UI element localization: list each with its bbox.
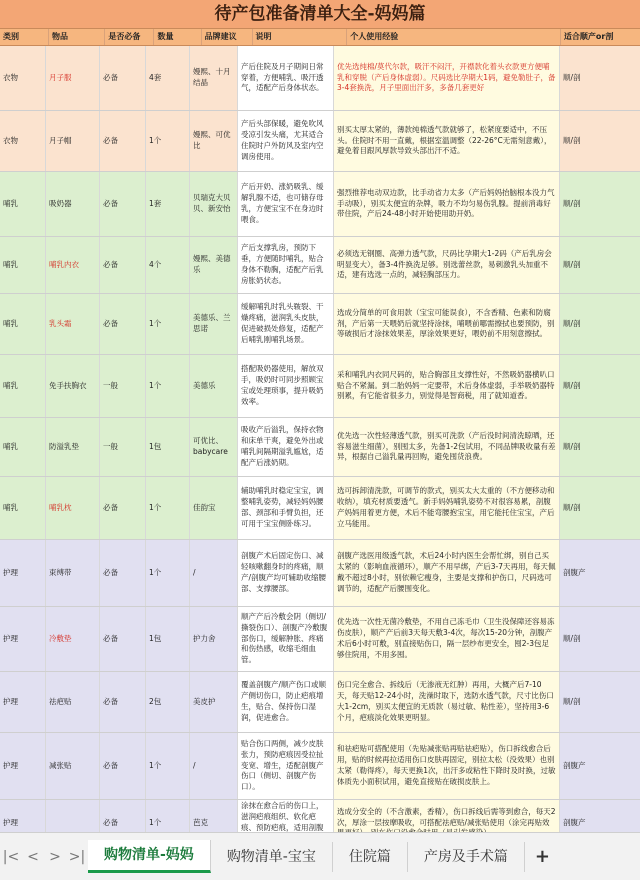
- cell-category[interactable]: [0, 607, 46, 671]
- cell-item-text: 防溢乳垫: [49, 441, 79, 451]
- cell-category[interactable]: [0, 540, 46, 606]
- table-row[interactable]: [0, 477, 640, 540]
- cell-fit-text: 剖腹产: [563, 567, 586, 577]
- next-sheet-button[interactable]: >: [49, 848, 61, 865]
- table-row[interactable]: [0, 237, 640, 294]
- cell-category[interactable]: [0, 46, 46, 110]
- cell-required-text: 必备: [103, 318, 118, 328]
- cell-category-text: 护理: [3, 817, 18, 827]
- cell-required-text: 必备: [103, 135, 118, 145]
- cell-brand[interactable]: [190, 46, 238, 110]
- cell-category[interactable]: [0, 172, 46, 236]
- cell-desc[interactable]: [238, 477, 334, 539]
- cell-desc-text: 搭配吸奶器使用，解放双手，吸奶时可同步照顾宝宝或处理琐事，提升吸奶效率。: [241, 364, 324, 406]
- cell-item[interactable]: [46, 540, 100, 606]
- col-header-qty[interactable]: 数量: [154, 29, 201, 45]
- cell-qty-text: 1套: [149, 198, 162, 208]
- cell-item[interactable]: [46, 172, 100, 236]
- cell-brand-text: 佳韵宝: [193, 502, 216, 512]
- cell-category-text: 衣物: [3, 72, 18, 82]
- table-row[interactable]: [0, 733, 640, 800]
- cell-desc[interactable]: [238, 237, 334, 293]
- cell-item[interactable]: [46, 111, 100, 171]
- cell-qty-text: 1个: [149, 318, 162, 328]
- add-sheet-button[interactable]: +: [534, 846, 550, 867]
- cell-fit[interactable]: [560, 418, 640, 476]
- cell-brand[interactable]: [190, 607, 238, 671]
- cell-required[interactable]: [100, 294, 146, 354]
- cell-experience-text: 和祛疤贴可搭配使用（先贴减张贴再贴祛疤贴），伤口拆线愈合后用，贴的时候再拉适用伤口皮肤再固定，别拉太松（没效果）也别太紧（勒得疼），每天更换1次，出汗多或粘性下降时及时换，过敏体质先小面积试用，避免直接贴在破损皮肤上。: [337, 744, 556, 786]
- cell-experience[interactable]: [334, 540, 560, 606]
- cell-experience[interactable]: [334, 111, 560, 171]
- cell-brand[interactable]: [190, 733, 238, 799]
- cell-qty[interactable]: [146, 672, 190, 732]
- cell-required[interactable]: [100, 237, 146, 293]
- cell-desc-text: 产后开奶、涨奶吸乳、缓解乳腺不适，也可储存母乳，方便宝宝不在身边时喂食。: [241, 182, 324, 224]
- cell-fit[interactable]: [560, 607, 640, 671]
- cell-required-text: 必备: [103, 198, 118, 208]
- cell-desc[interactable]: [238, 540, 334, 606]
- cell-desc[interactable]: [238, 294, 334, 354]
- cell-brand[interactable]: [190, 111, 238, 171]
- cell-qty[interactable]: [146, 46, 190, 110]
- cell-qty[interactable]: [146, 540, 190, 606]
- cell-required-text: 必备: [103, 696, 118, 706]
- cell-desc[interactable]: [238, 111, 334, 171]
- tab-shopping-baby[interactable]: 购物清单-宝宝: [211, 842, 333, 872]
- cell-brand-text: 美皮护: [193, 696, 216, 706]
- cell-required[interactable]: [100, 733, 146, 799]
- col-header-category[interactable]: 类别: [0, 29, 49, 45]
- cell-fit-text: 顺/剖: [563, 633, 581, 643]
- cell-desc-text: 顺产产后冷敷会阴（侧切/撕裂伤口）、剖腹产冷敷腹部伤口，缓解肿胀、疼痛和伤热感，收缩毛细血管。: [241, 611, 328, 665]
- cell-experience-text: 别买太厚太紧的，薄款纯棉透气款就够了，松紧度要适中，不压头。住院时不用一直戴，根据室温调整（22-26°C无需刻意戴），避免着目跟风厚款导致头部出汗不适。: [337, 124, 552, 156]
- cell-item[interactable]: [46, 477, 100, 539]
- cell-required[interactable]: [100, 418, 146, 476]
- cell-experience-text: 优先选一次性轻薄透气款，别买可洗款（产后没时间清洗晾晒，还容易滋生细菌），别囤太多，先备1-2包试用，不同品牌吸收量有差异，根据自己溢乳量再回购，避免囤货浪费。: [337, 430, 556, 462]
- cell-desc-text: 贴合伤口两侧，减少皮肤张力，预防疤痕因受拉扯变宽、增生，适配剖腹产伤口（侧切、剖腹产伤口）。: [241, 738, 324, 792]
- table-body: [0, 46, 640, 847]
- cell-required[interactable]: [100, 540, 146, 606]
- cell-category[interactable]: [0, 111, 46, 171]
- cell-required-text: 一般: [103, 441, 118, 451]
- cell-category-text: 哺乳: [3, 259, 18, 269]
- cell-brand-text: /: [193, 760, 196, 770]
- cell-fit[interactable]: [560, 672, 640, 732]
- last-sheet-button[interactable]: >|: [68, 848, 86, 865]
- cell-desc-text: 辅助哺乳时稳定宝宝，调整哺乳姿势，减轻妈妈腰部、颈部和手臂负担，还可用于宝宝侧卧练习。: [241, 486, 324, 528]
- cell-category-text: 哺乳: [3, 198, 18, 208]
- cell-qty[interactable]: [146, 355, 190, 417]
- cell-fit[interactable]: [560, 540, 640, 606]
- cell-qty[interactable]: [146, 733, 190, 799]
- cell-brand[interactable]: [190, 172, 238, 236]
- cell-fit-text: 顺/剖: [563, 318, 581, 328]
- cell-fit-text: 顺/剖: [563, 696, 581, 706]
- cell-desc-text: 缓解哺乳时乳头皲裂、干燥疼痛，滋润乳头皮肤，促进破损处修复，适配产后哺乳刚哺乳场景。: [241, 302, 324, 344]
- cell-qty[interactable]: [146, 477, 190, 539]
- cell-qty-text: 1包: [149, 441, 162, 451]
- cell-required-text: 一般: [103, 380, 118, 390]
- cell-item[interactable]: [46, 418, 100, 476]
- cell-required-text: 必备: [103, 502, 118, 512]
- cell-brand[interactable]: [190, 540, 238, 606]
- cell-item-text: 冷敷垫: [49, 633, 72, 643]
- cell-category-text: 哺乳: [3, 380, 18, 390]
- header-row: [0, 29, 640, 46]
- cell-fit[interactable]: [560, 172, 640, 236]
- cell-category[interactable]: [0, 355, 46, 417]
- cell-category[interactable]: [0, 733, 46, 799]
- cell-category[interactable]: [0, 294, 46, 354]
- table-row[interactable]: [0, 540, 640, 607]
- first-sheet-button[interactable]: |<: [2, 848, 20, 865]
- cell-item-text: 吸奶器: [49, 198, 72, 208]
- cell-brand[interactable]: [190, 355, 238, 417]
- cell-required-text: 必备: [103, 567, 118, 577]
- table-row[interactable]: [0, 418, 640, 477]
- cell-desc-text: 涂抹在愈合后的伤口上，滋润疤痕组织、软化疤痕、预防疤痕，适用剖腹: [241, 801, 324, 832]
- cell-item[interactable]: [46, 672, 100, 732]
- cell-experience-text: 选可拆卸清洗款，可调节的款式，别买太大太重的（不方便移动和收纳），填充材质要透气。新手妈妈哺乳姿势不对很容易累，剖腹产妈妈用着更方便，术后不能弯腰抱宝宝，用它能托住宝宝，产后立马能用。: [337, 486, 555, 528]
- col-header-item[interactable]: 物品: [49, 29, 105, 45]
- cell-brand[interactable]: [190, 672, 238, 732]
- cell-fit[interactable]: [560, 294, 640, 354]
- cell-desc-text: 产后支撑乳房，预防下垂，方便随时哺乳，贴合身体不勒胸，适配产后乳房胀奶状态。: [241, 243, 324, 285]
- col-header-experience[interactable]: 个人使用经验: [347, 29, 561, 45]
- cell-brand-text: 嫚熙、十月结晶: [193, 67, 231, 87]
- cell-item[interactable]: [46, 733, 100, 799]
- cell-desc-text: 产后住院及月子期间日常穿着，方便哺乳、吸汗透气，适配产后身体状态。: [241, 61, 324, 93]
- cell-category-text: 哺乳: [3, 502, 18, 512]
- cell-fit[interactable]: [560, 355, 640, 417]
- cell-qty[interactable]: [146, 172, 190, 236]
- cell-qty-text: 1个: [149, 567, 162, 577]
- cell-qty-text: 2包: [149, 696, 162, 706]
- cell-desc[interactable]: [238, 672, 334, 732]
- cell-qty[interactable]: [146, 607, 190, 671]
- cell-qty-text: 1个: [149, 380, 162, 390]
- cell-desc[interactable]: [238, 46, 334, 110]
- cell-brand-text: /: [193, 567, 196, 577]
- cell-qty[interactable]: [146, 111, 190, 171]
- cell-category[interactable]: [0, 418, 46, 476]
- cell-item-text: 月子帽: [49, 135, 72, 145]
- cell-fit[interactable]: [560, 237, 640, 293]
- cell-experience[interactable]: [334, 172, 560, 236]
- cell-brand[interactable]: [190, 418, 238, 476]
- sheet-tab-bar: [0, 832, 640, 880]
- cell-item[interactable]: [46, 294, 100, 354]
- cell-required[interactable]: [100, 607, 146, 671]
- cell-fit-text: 顺/剖: [563, 72, 581, 82]
- cell-experience-text: 强烈推荐电动双边款，比手动省力太多（产后妈妈抬脑根本没力气手动吸），别买太便宜的杂牌，吸力不均匀易伤乳腺。提前消毒好带住院，产后24-48小时开始使用助开奶。: [337, 187, 555, 219]
- cell-experience[interactable]: [334, 733, 560, 799]
- cell-desc-text: 产后头部保暖，避免吹风受凉引发头痛，尤其适合住院时户外防风及室内空调房使用。: [241, 119, 324, 161]
- cell-qty[interactable]: [146, 294, 190, 354]
- cell-category[interactable]: [0, 237, 46, 293]
- col-header-required[interactable]: 是否必备: [105, 29, 154, 45]
- cell-fit[interactable]: [560, 733, 640, 799]
- cell-item-text: 束缚带: [49, 567, 72, 577]
- cell-experience-text: 选成分简单的可食用款（宝宝可能误食），不含香精、色素和防腐剂，产后第一天喂奶后就坚持涂抹，哺喂前哪需擦拭也要预防，别等破损后才涂抹效果差，厚涂效果更好，喂奶前不用刻意擦拭。: [337, 307, 555, 339]
- cell-experience-text: 优先选纯棉/莫代尔款，吸汗不闷汗，开襟款化着头衣款更方便哺乳和穿脱（产后身体虚弱）。尺码选比孕期大1码，避免勒肚子，备3-4套换洗，月子里面出汗多，多备几套更好: [337, 61, 556, 93]
- cell-required[interactable]: [100, 672, 146, 732]
- cell-item-text: 免手扶胸衣: [49, 380, 87, 390]
- cell-fit-text: 顺/剖: [563, 259, 581, 269]
- cell-brand[interactable]: [190, 477, 238, 539]
- cell-desc-text: 吸收产后溢乳，保持衣物和床单干爽，避免外出或哺乳间隔期溢乳尴尬，适配产后涨奶期。: [241, 425, 324, 467]
- cell-required-text: 必备: [103, 259, 118, 269]
- cell-fit-text: 剖腹产: [563, 817, 586, 827]
- sheet-title: 待产包准备清单大全-妈妈篇: [0, 0, 640, 29]
- cell-brand-text: 贝瑞克大贝贝、新安怡: [193, 193, 231, 213]
- cell-item[interactable]: [46, 607, 100, 671]
- cell-desc-text: 剖腹产术后固定伤口、减轻咳嗽翻身时的疼痛，顺产/剖腹产均可辅助收缩腰部、支撑腰部。: [241, 551, 327, 593]
- cell-fit-text: 顺/剖: [563, 198, 581, 208]
- tab-shopping-mom[interactable]: 购物清单-妈妈: [88, 840, 211, 873]
- cell-experience-text: 采和哺乳内衣同尺码的，贴合胸部且支撑性好，不然吸奶器横叭口贴合不紧漏。到二胎妈妈一定要带，术后身体虚弱，手举吸奶器特别累，有它能省很多力，别觉得是智商税，用了就知道香。: [337, 369, 555, 401]
- cell-category-text: 哺乳: [3, 441, 18, 451]
- cell-item-text: 月子服: [49, 72, 72, 82]
- cell-brand-text: 护力舍: [193, 633, 216, 643]
- cell-required[interactable]: [100, 355, 146, 417]
- table-row[interactable]: [0, 672, 640, 733]
- cell-qty-text: 1个: [149, 760, 162, 770]
- cell-brand-text: 嫚熙、美德乐: [193, 254, 231, 274]
- cell-brand-text: 嫚熙、可优比: [193, 130, 231, 150]
- table-row[interactable]: [0, 294, 640, 355]
- cell-fit[interactable]: [560, 46, 640, 110]
- cell-category-text: 衣物: [3, 135, 18, 145]
- tab-hospital[interactable]: 住院篇: [333, 842, 408, 872]
- cell-required[interactable]: [100, 46, 146, 110]
- cell-category-text: 护理: [3, 567, 18, 577]
- cell-experience[interactable]: [334, 418, 560, 476]
- cell-qty-text: 1个: [149, 817, 162, 827]
- cell-item-text: 祛疤贴: [49, 696, 72, 706]
- cell-fit-text: 顺/剖: [563, 380, 581, 390]
- table-row[interactable]: [0, 355, 640, 418]
- cell-fit-text: 顺/剖: [563, 441, 581, 451]
- cell-required-text: 必备: [103, 72, 118, 82]
- cell-fit-text: 顺/剖: [563, 502, 581, 512]
- cell-desc-text: 覆盖剖腹产/顺产伤口或顺产侧切伤口，防止疤痕增生，贴合、保持伤口湿润，促进愈合。: [241, 680, 327, 722]
- cell-item-text: 乳头霜: [49, 318, 72, 328]
- cell-qty-text: 4套: [149, 72, 162, 82]
- cell-qty-text: 4个: [149, 259, 162, 269]
- tab-delivery-room[interactable]: 产房及手术篇: [408, 842, 525, 872]
- cell-experience-text: 优先选一次性无菌冷敷垫，不用自己冻毛巾（卫生没保障还容易冻伤皮肤），顺产产后前3天每天敷3-4次，每次15-20分钟，剖腹产术后6小时可敷，别直接贴伤口，隔一层纱布更安全，囤2-3包足够住院用，不用多囤。: [337, 617, 555, 659]
- cell-category-text: 哺乳: [3, 318, 18, 328]
- cell-item[interactable]: [46, 46, 100, 110]
- cell-fit-text: 顺/剖: [563, 135, 581, 145]
- cell-brand-text: 美德乐: [193, 380, 216, 390]
- cell-required-text: 必备: [103, 760, 118, 770]
- cell-fit[interactable]: [560, 477, 640, 539]
- cell-brand-text: 芭克: [193, 817, 208, 827]
- cell-experience[interactable]: [334, 607, 560, 671]
- cell-desc[interactable]: [238, 355, 334, 417]
- cell-experience-text: 剖腹产选医用级透气款，术后24小时内医生会帮忙绑，别自己买太紧的（影响血液循环），顺产不用早绑，产后3-7天再用，每天佩戴不超过8小时，别依赖它瘦身，主要是支撑和护伤口，尺码选可调节的，适配产后腰围变化。: [337, 551, 556, 593]
- table-row[interactable]: [0, 607, 640, 672]
- cell-desc[interactable]: [238, 172, 334, 236]
- cell-category-text: 护理: [3, 696, 18, 706]
- cell-brand-text: 美德乐、兰思诺: [193, 313, 231, 333]
- cell-qty-text: 1个: [149, 502, 162, 512]
- col-header-brand[interactable]: 品牌建议: [202, 29, 253, 45]
- cell-qty-text: 1个: [149, 135, 162, 145]
- cell-desc[interactable]: [238, 607, 334, 671]
- col-header-fit[interactable]: 适合顺产or剖: [563, 32, 614, 41]
- cell-experience[interactable]: [334, 672, 560, 732]
- cell-required[interactable]: [100, 111, 146, 171]
- cell-required[interactable]: [100, 477, 146, 539]
- prev-sheet-button[interactable]: <: [27, 848, 39, 865]
- col-header-desc[interactable]: 说明: [253, 29, 348, 45]
- cell-required-text: 必备: [103, 633, 118, 643]
- cell-category-text: 护理: [3, 760, 18, 770]
- cell-experience[interactable]: [334, 294, 560, 354]
- cell-fit-text: 剖腹产: [563, 760, 586, 770]
- cell-item-text: 减张贴: [49, 760, 72, 770]
- cell-experience-text: 必须选无钢圈、高弹力透气款，尺码比孕期大1-2码（产后乳房会明显变大），备3-4件换洗足够。别选蕾丝款，易刺激乳头加重不适，建有选选一点的，减轻胸部压力。: [337, 248, 552, 280]
- cell-item-text: 哺乳枕: [49, 502, 72, 512]
- table-row[interactable]: [0, 172, 640, 237]
- cell-item[interactable]: [46, 355, 100, 417]
- cell-item-text: 哺乳内衣: [49, 259, 79, 269]
- cell-category-text: 护理: [3, 633, 18, 643]
- cell-experience[interactable]: [334, 46, 560, 110]
- table-row[interactable]: [0, 111, 640, 172]
- cell-item[interactable]: [46, 237, 100, 293]
- cell-desc[interactable]: [238, 733, 334, 799]
- cell-brand[interactable]: [190, 294, 238, 354]
- cell-category[interactable]: [0, 477, 46, 539]
- cell-fit[interactable]: [560, 111, 640, 171]
- cell-brand-text: 可优比、babycare: [193, 436, 228, 456]
- cell-qty[interactable]: [146, 418, 190, 476]
- cell-brand[interactable]: [190, 237, 238, 293]
- cell-experience[interactable]: [334, 237, 560, 293]
- cell-qty-text: 1包: [149, 633, 162, 643]
- cell-experience-text: 选成分安全的（不含激素，香精），伤口拆线后需等到愈合，每天2次，厚涂一层按摩吸收，可搭配祛疤贴/减张贴使用（涂完再贴效: [337, 806, 556, 827]
- cell-experience-text: 伤口完全愈合、拆线后（无渗液无红肿）再用，大概产后7-10天，每天贴12-24小时，洗澡时取下，选防水透气款，尺寸比伤口大1-2cm，别买太便宜的无质款（易过敏、粘性差），坚持用3-6个月，疤痕淡化效果更明显。: [337, 680, 554, 722]
- cell-qty[interactable]: [146, 237, 190, 293]
- cell-required[interactable]: [100, 172, 146, 236]
- cell-required-text: 必备: [103, 817, 118, 827]
- cell-experience[interactable]: [334, 477, 560, 539]
- table-row[interactable]: [0, 46, 640, 111]
- cell-category[interactable]: [0, 672, 46, 732]
- cell-desc[interactable]: [238, 418, 334, 476]
- cell-experience[interactable]: [334, 355, 560, 417]
